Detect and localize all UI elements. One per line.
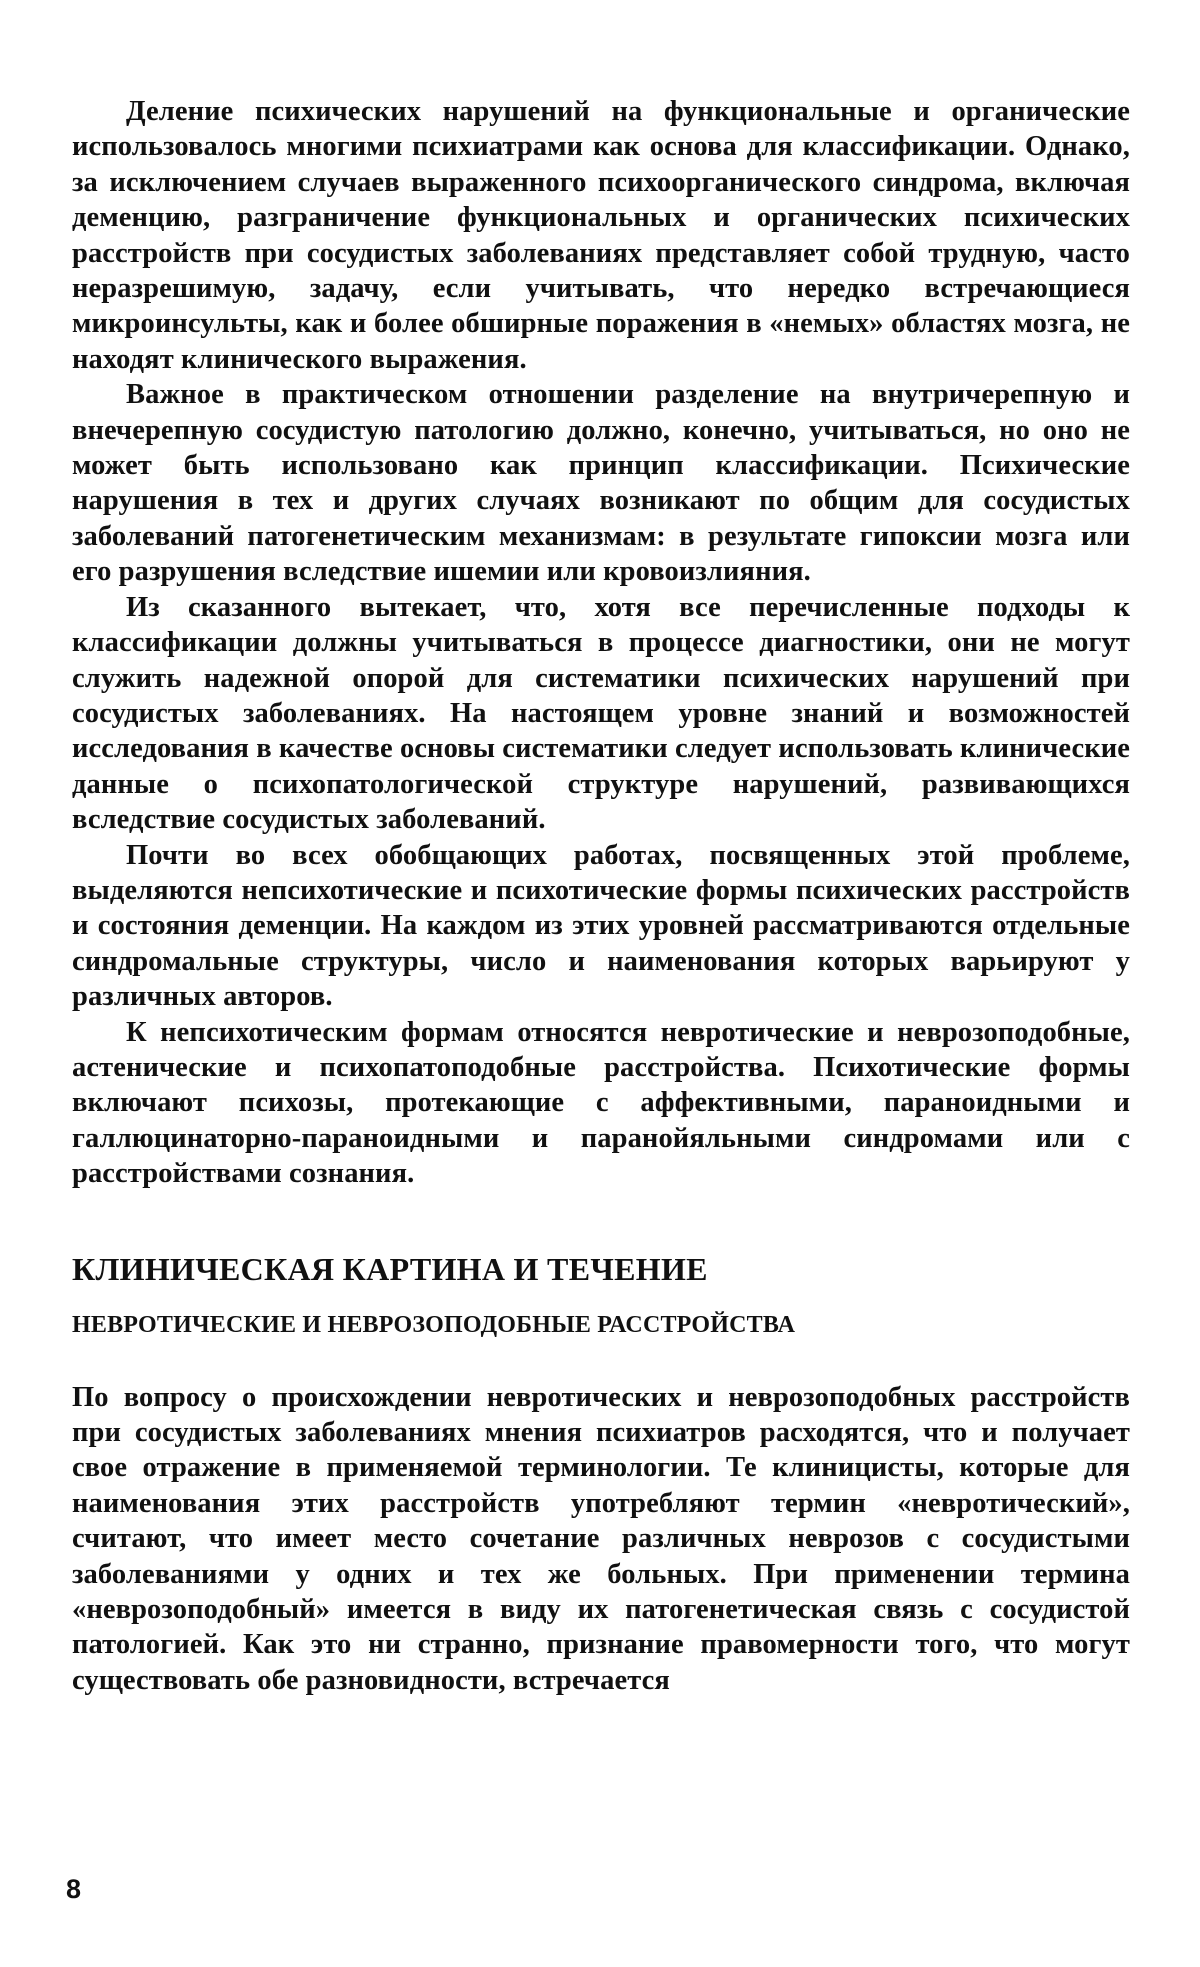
- paragraph-3: Из сказанного вытекает, что, хотя все перечисленные подходы к классификации должны учитываться в процессе диагностики, они не могут служить надежной опорой для систематики психических нарушений при сосудистых заболеваниях. На настоящем уровне знаний и возможностей исследования в качестве основы систематики следует использовать клинические данные о психопатологической структуре нарушений, развивающихся вследствие сосудистых заболеваний.: [72, 591, 1130, 836]
- section-paragraph: По вопросу о происхождении невротических и неврозоподобных расстройств при сосудистых заболеваниях мнения психиатров расходятся, что и получает свое отражение в применяемой терминологии. Те клиницисты, которые для наименования этих расстройств употребляют термин «невротический», считают, что имеет место сочетание различных неврозов с сосудистыми заболеваниями у одних и тех же больных. При применении термина «неврозоподобный» имеется в виду их патогенетическая связь с сосудистой патологией. Как это ни странно, признание правомерности того, что могут существовать обе разновидности, встречается: [72, 1381, 1130, 1696]
- subsection-title: НЕВРОТИЧЕСКИЕ И НЕВРОЗОПОДОБНЫЕ РАССТРОЙСТВА: [72, 1311, 796, 1338]
- paragraph-1: Деление психических нарушений на функциональные и органические использовалось многими психиатрами как основа для классификации. Однако, за исключением случаев выраженного психоорганического синдрома, включая деменцию, разграничение функциональных и органических психических расстройств при сосудистых заболеваниях представляет собой трудную, часто неразрешимую, задачу, если учитывать, что нередко встречающиеся микроинсульты, как и более обширные поражения в «немых» областях мозга, не находят клинического выражения.: [72, 96, 1130, 375]
- page-body: [72, 94, 1130, 1698]
- page-number: 8: [66, 1874, 82, 1904]
- paragraph-2: Важное в практическом отношении разделение на внутричерепную и внечерепную сосудистую патологию должно, конечно, учитываться, но оно не может быть использовано как принцип классификации. Психические нарушения в тех и других случаях возникают по общим для сосудистых заболеваний патогенетическим механизмам: в результате гипоксии мозга или его разрушения вследствие ишемии или кровоизлияния.: [72, 379, 1130, 588]
- paragraph-5: К непсихотическим формам относятся невротические и неврозоподобные, астенические и психопатоподобные расстройства. Психотические формы включают психозы, протекающие с аффективными, параноидными и галлюцинаторно-параноидными и паранойяльными синдромами или с расстройствами сознания.: [72, 1016, 1130, 1190]
- paragraph-4: Почти во всех обобщающих работах, посвященных этой проблеме, выделяются непсихотические и психотические формы психических расстройств и состояния деменции. На каждом из этих уровней рассматриваются отдельные синдромальные структуры, число и наименования которых варьируют у различных авторов.: [72, 839, 1130, 1013]
- section-title: КЛИНИЧЕСКАЯ КАРТИНА И ТЕЧЕНИЕ: [72, 1250, 708, 1287]
